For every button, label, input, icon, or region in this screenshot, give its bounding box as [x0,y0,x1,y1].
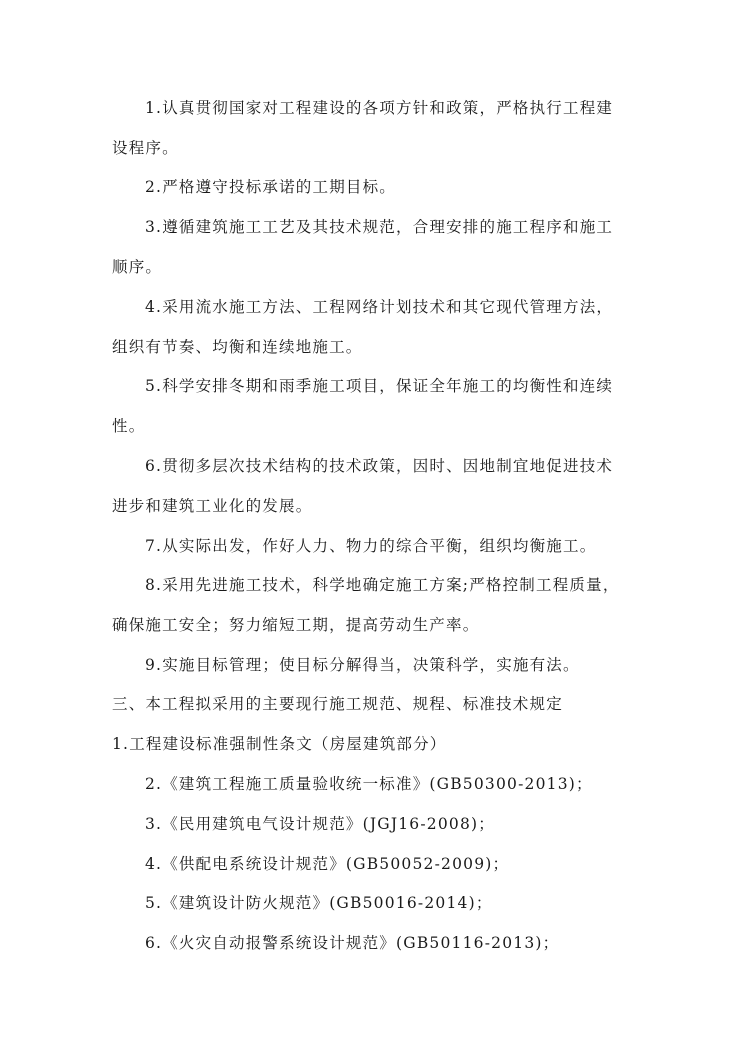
item-8-line-2: 确保施工安全；努力缩短工期，提高劳动生产率。 [112,616,480,634]
item-3-line-1: 3.遵循建筑施工工艺及其技术规范，合理安排的施工程序和施工 [145,218,614,236]
item-5-line-2: 性。 [112,417,146,435]
standard-6: 6.《火灾自动报警系统设计规范》(GB50116-2013)； [145,934,560,952]
item-5-line-1: 5.科学安排冬期和雨季施工项目，保证全年施工的均衡性和连续 [145,377,614,395]
item-6-line-1: 6.贯彻多层次技术结构的技术政策，因时、因地制宜地促进技术 [145,457,614,475]
item-2: 2.严格遵守投标承诺的工期目标。 [145,178,396,196]
standard-4: 4.《供配电系统设计规范》(GB50052-2009)； [145,855,510,873]
item-4-line-2: 组织有节奏、均衡和连续地施工。 [112,338,363,356]
item-7: 7.从实际出发，作好人力、物力的综合平衡，组织均衡施工。 [145,537,597,555]
item-4-line-1: 4.采用流水施工方法、工程网络计划技术和其它现代管理方法， [145,298,614,316]
item-6-line-2: 进步和建筑工业化的发展。 [112,497,313,515]
standard-3: 3.《民用建筑电气设计规范》(JGJ16-2008)； [145,815,495,833]
section-3-heading: 三、本工程拟采用的主要现行施工规范、规程、标准技术规定 [112,695,563,713]
item-9: 9.实施目标管理；使目标分解得当，决策科学，实施有法。 [145,656,580,674]
item-3-line-2: 顺序。 [112,258,163,276]
standard-5: 5.《建筑设计防火规范》(GB50016-2014)； [145,894,493,912]
item-1-line-1: 1.认真贯彻国家对工程建设的各项方针和政策，严格执行工程建 [145,99,614,117]
standard-1: 1.工程建设标准强制性条文（房屋建筑部分） [112,735,447,753]
item-1-line-2: 设程序。 [112,139,179,157]
standard-2: 2.《建筑工程施工质量验收统一标准》(GB50300-2013)； [145,775,593,793]
item-8-line-1: 8.采用先进施工技术，科学地确定施工方案;严格控制工程质量， [145,576,620,594]
